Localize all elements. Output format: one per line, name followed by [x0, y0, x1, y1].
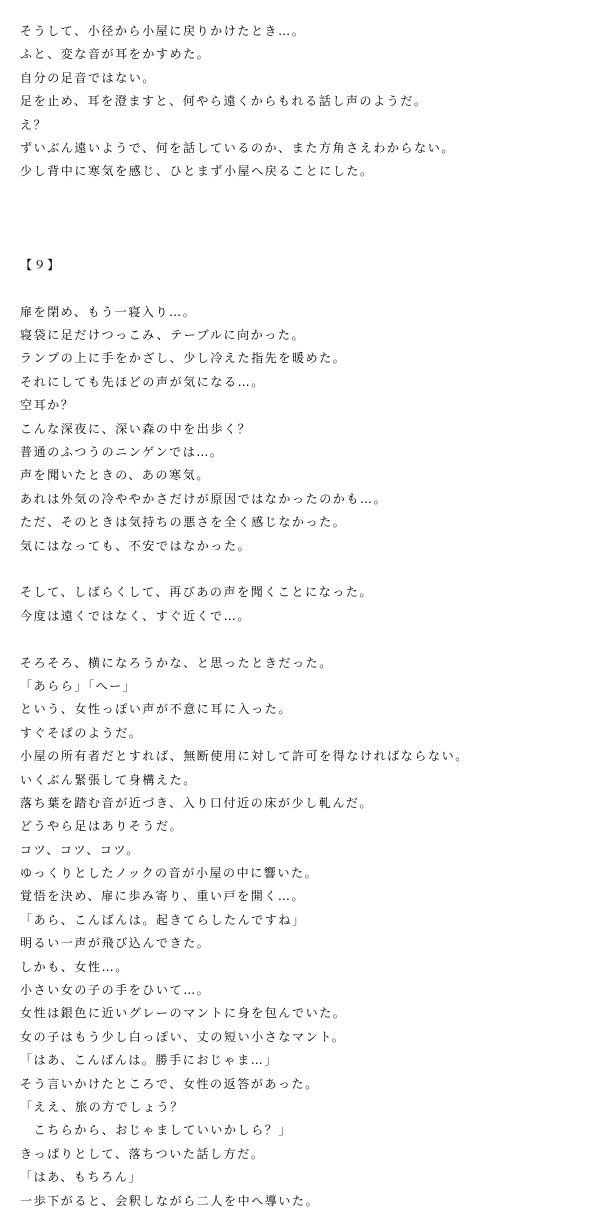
text-line: 「あらら」「へー」: [20, 678, 137, 693]
text-line: 空耳か？: [20, 398, 75, 413]
text-line: 「ええ、旅の方でしょう？: [20, 1099, 184, 1114]
text-line: 女性は銀色に近いグレーのマントに身を包んでいた。: [20, 1006, 347, 1021]
text-line: え？: [20, 117, 48, 132]
text-line: すぐそばのようだ。: [20, 725, 143, 740]
section-4: [20, 652, 595, 1213]
section-1: [20, 20, 595, 184]
text-line: ふと、変な音が耳をかすめた。: [20, 47, 211, 62]
text-line: 今度は遠くではなく、すぐ近くで…。: [20, 608, 251, 623]
text-line: しかも、女性…。: [20, 959, 129, 974]
text-line: 「はあ、もちろん」: [20, 1170, 142, 1185]
text-line: 明るい一声が飛び込んできた。: [20, 936, 211, 951]
text-line: そして、しばらくして、再びあの声を聞くことになった。: [20, 585, 374, 600]
text-line: ランプの上に手をかざし、少し冷えた指先を暖めた。: [20, 351, 347, 366]
text-line: 覚悟を決め、扉に歩み寄り、重い戸を開く…。: [20, 889, 306, 904]
text-line: 少し背中に寒気を感じ、ひとまず小屋へ戻ることにした。: [20, 164, 374, 179]
text-line: 扉を閉め、もう一寝入り…。: [20, 304, 197, 319]
text-line: 足を止め、耳を澄ますと、何やら遠くからもれる話し声のようだ。: [20, 94, 428, 109]
text-line: 落ち葉を踏む音が近づき、入り口付近の床が少し軋んだ。: [20, 795, 374, 810]
text-line: ゆっくりとしたノックの音が小屋の中に響いた。: [20, 866, 319, 881]
text-line: いくぶん緊張して身構えた。: [20, 772, 197, 787]
blank-line: [20, 628, 595, 651]
text-line: 寝袋に足だけつっこみ、テーブルに向かった。: [20, 328, 306, 343]
blank-space: [20, 231, 595, 254]
text-line: そろそろ、横になろうかな、と思ったときだった。: [20, 655, 333, 670]
text-line: あれは外気の冷ややかさだけが原因ではなかったのかも…。: [20, 491, 388, 506]
text-line: どうやら足はありそうだ。: [20, 819, 184, 834]
text-line: きっぱりとして、落ちついた話し方だ。: [20, 1146, 265, 1161]
text-line: それにしても先ほどの声が気になる…。: [20, 374, 265, 389]
text-line: 気にはなっても、不安ではなかった。: [20, 538, 252, 553]
text-line: こんな深夜に、深い森の中を出歩く？: [20, 421, 252, 436]
chapter-heading: 【９】: [20, 257, 61, 272]
blank-space: [20, 184, 595, 231]
section-2: [20, 301, 595, 558]
text-line: 小屋の所有者だとすれば、無断使用に対して許可を得なければならない。: [20, 749, 469, 764]
section-3: [20, 581, 595, 628]
text-line: 一歩下がると、会釈しながら二人を中へ導いた。: [20, 1193, 320, 1208]
text-line: 「はあ、こんばんは。勝手におじゃま…」: [20, 1053, 278, 1068]
text-line: そうして、小径から小屋に戻りかけたとき…。: [20, 24, 306, 38]
text-line: 女の子はもう少し白っぽい、丈の短い小さなマント。: [20, 1029, 346, 1044]
text-line: コツ、コツ、コツ。: [20, 842, 140, 857]
document-body: [20, 20, 595, 1213]
text-line: ただ、そのときは気持ちの悪さを全く感じなかった。: [20, 515, 347, 530]
blank-line: [20, 558, 595, 581]
text-line: 自分の足音ではない。: [20, 70, 157, 85]
text-line: ずいぶん遠いようで、何を話しているのか、また方角さえわからない。: [20, 140, 455, 155]
text-line: 「あら、こんばんは。起きてらしたんですね」: [20, 912, 306, 927]
blank-line: [20, 277, 595, 300]
text-line: 声を聞いたときの、あの寒気。: [20, 468, 210, 483]
text-line: そう言いかけたところで、女性の返答があった。: [20, 1076, 319, 1091]
text-line: という、女性っぽい声が不意に耳に入った。: [20, 702, 293, 717]
text-line: 小さい女の子の手をひいて…。: [20, 983, 211, 998]
text-line: 普通のふつうのニンゲンでは…。: [20, 445, 224, 460]
text-line: こちらから、おじゃましていいかしら？」: [20, 1123, 293, 1138]
